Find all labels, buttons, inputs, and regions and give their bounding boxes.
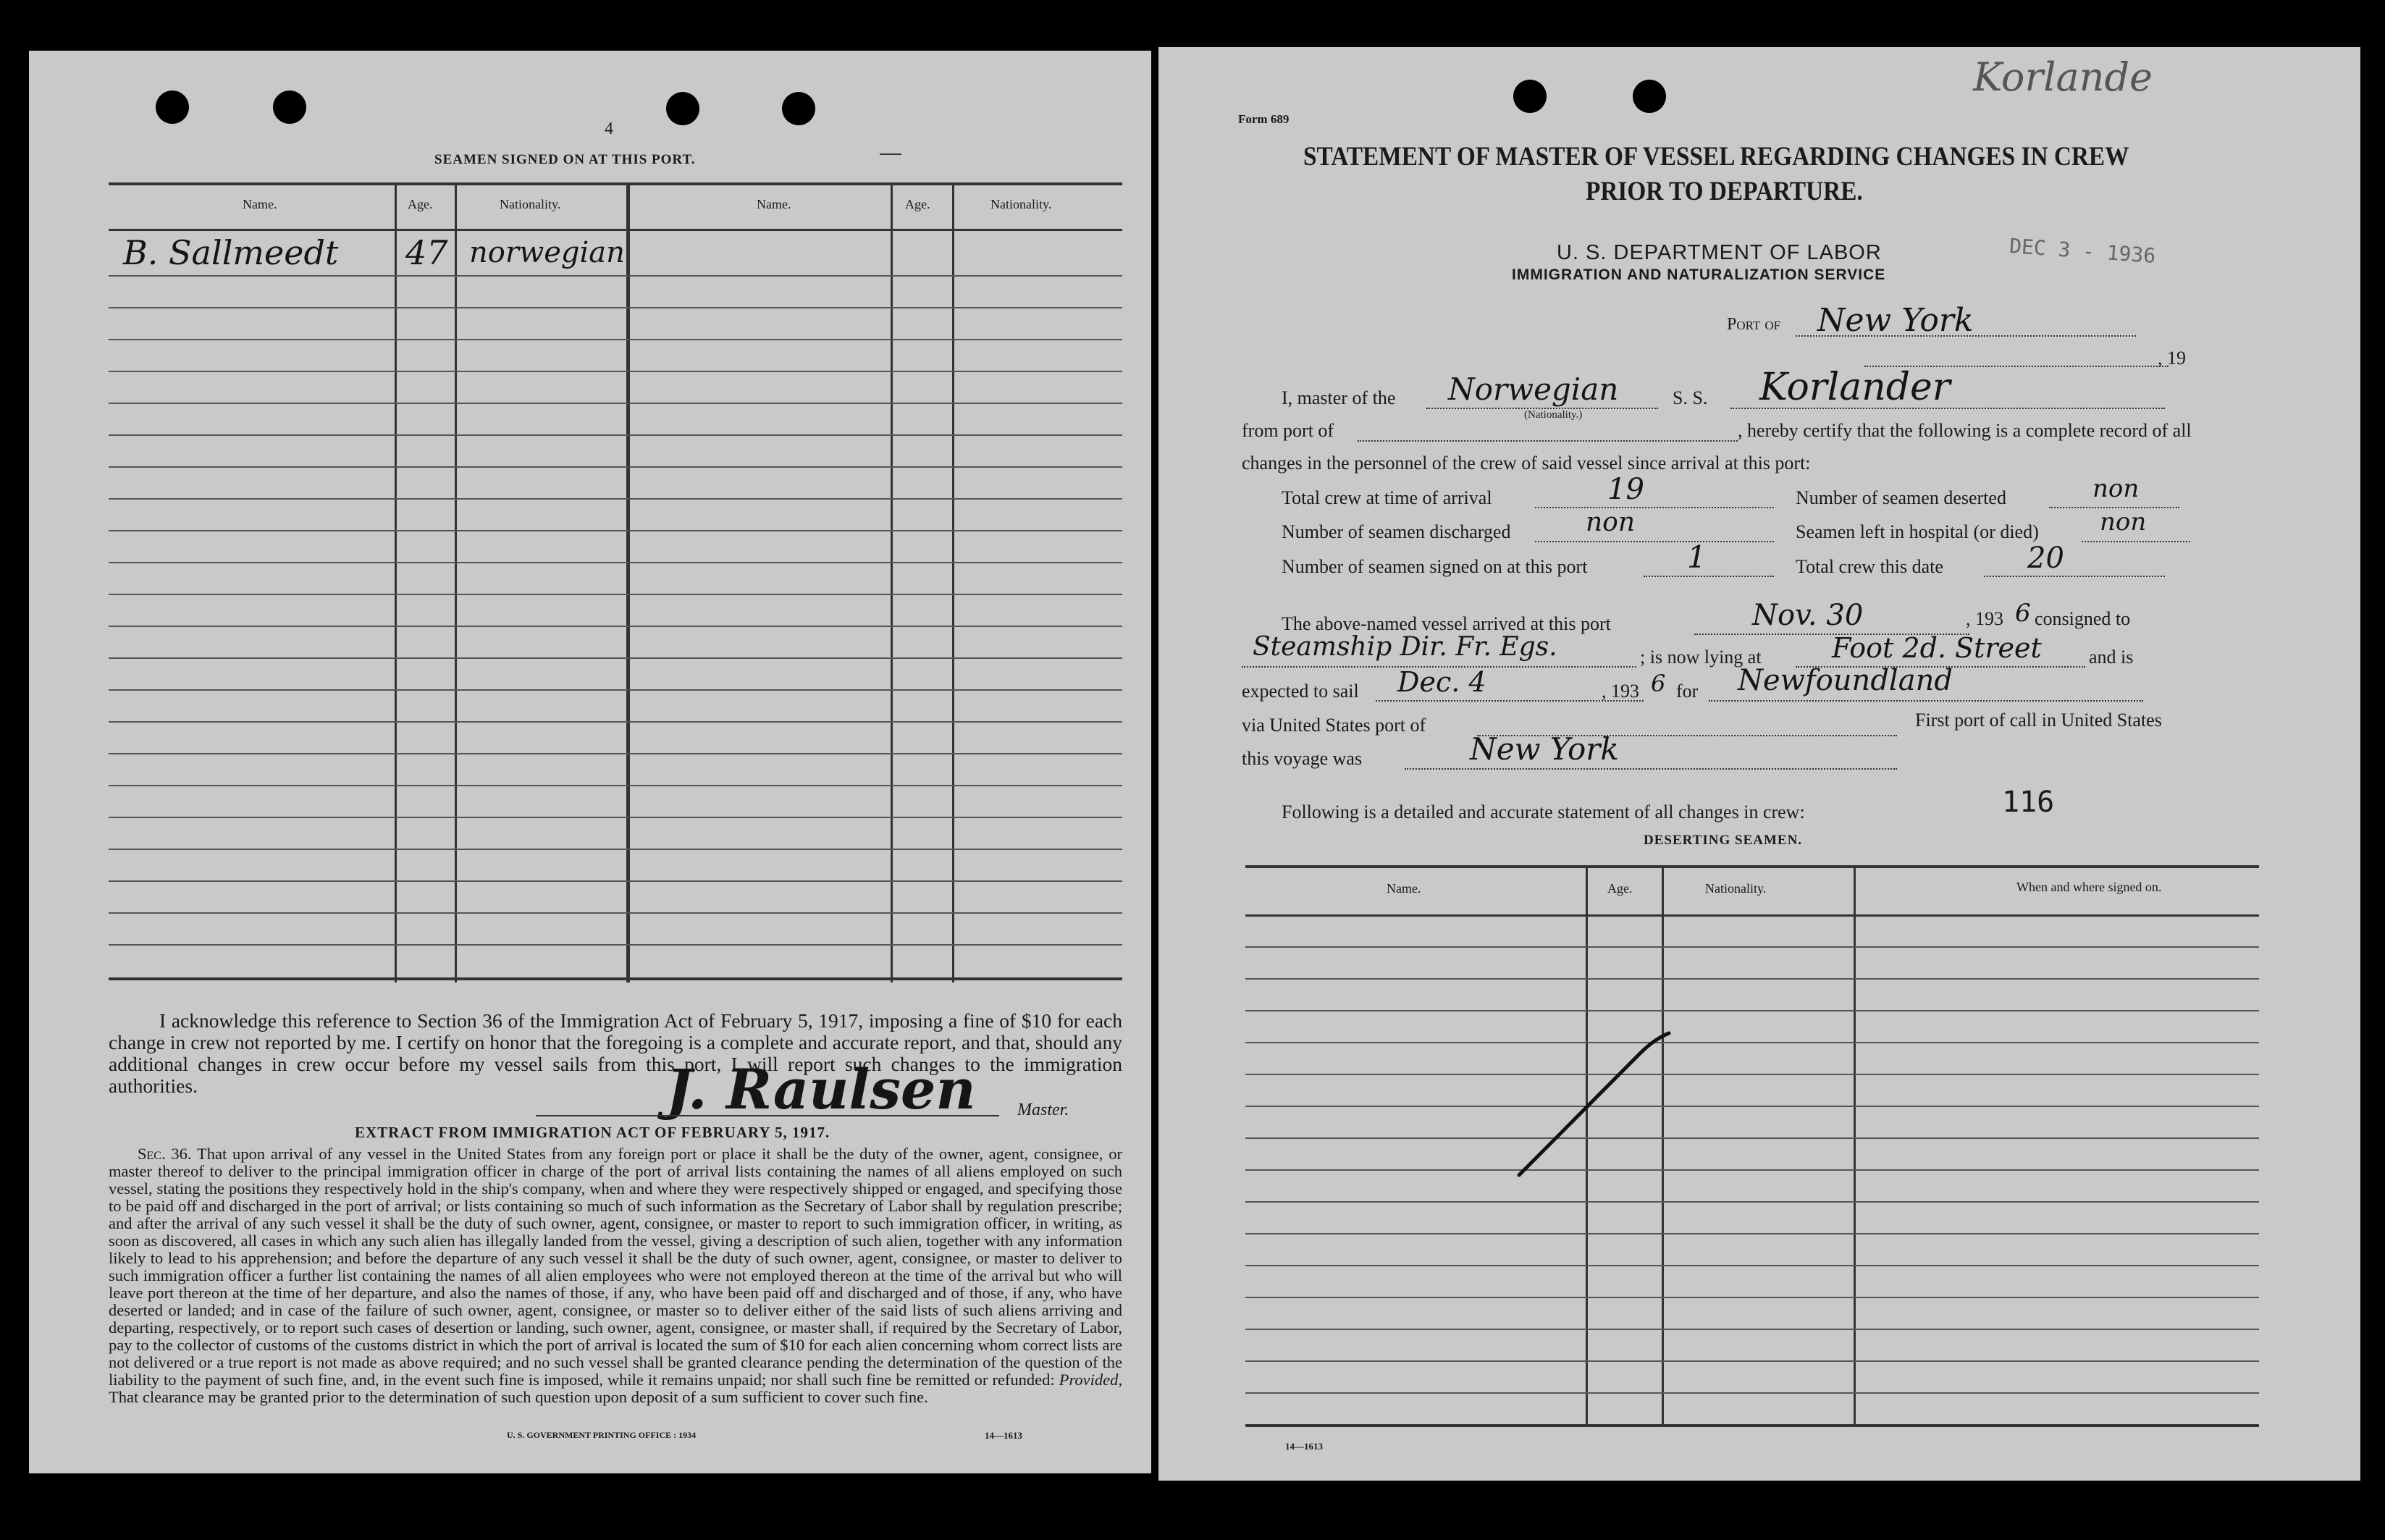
expected-label: expected to sail: [1242, 681, 1359, 702]
first-port-value: New York: [1470, 731, 1619, 767]
des-col-nationality: Nationality.: [1705, 881, 1767, 896]
arrived-year-digit: 6: [2015, 599, 2031, 628]
col-header-name-2: Name.: [757, 197, 791, 211]
form-title-line1: STATEMENT OF MASTER OF VESSEL REGARDING CHANGES IN CREW: [1303, 142, 2129, 172]
extract-proviso-lead: Provided,: [1059, 1371, 1122, 1389]
punch-hole: [1513, 80, 1547, 113]
total-arrival-label: Total crew at time of arrival: [1282, 487, 1492, 508]
sail-year-digit: 6: [1651, 670, 1666, 697]
year-suffix: , 19: [2158, 348, 2186, 369]
right-page: [1158, 47, 2360, 1481]
port-label: Port of: [1727, 315, 1781, 334]
total-date-label: Total crew this date: [1796, 556, 1943, 577]
and-is: and is: [2089, 647, 2134, 668]
stamp-number: 116: [2002, 786, 2055, 819]
discharged-label: Number of seamen discharged: [1282, 521, 1511, 542]
voyage-label: this voyage was: [1242, 748, 1363, 769]
acknowledgement-text: I acknowledge this reference to Section 36 of the Immigration Act of February 5, 1917, imposing a fine of $10 for each change in crew not reported by me. I certify on honor that the foregoing is a complete and accurate report, and that, should any additional changes in crew occur before my vessel sails from this port, I will report such changes to the immigration authorities.: [109, 1009, 1122, 1097]
des-col-name: Name.: [1387, 881, 1421, 896]
hospital-value: non: [2100, 508, 2147, 537]
punch-hole: [782, 92, 815, 125]
void-strike-mark: [1506, 1017, 1694, 1184]
date-stamp: DEC 3 - 1936: [2008, 233, 2157, 269]
master-signature: J. Raulsen: [666, 1057, 976, 1122]
left-form-code: 14—1613: [985, 1430, 1022, 1441]
printer-line: U. S. GOVERNMENT PRINTING OFFICE : 1934: [507, 1430, 697, 1440]
sail-date: Dec. 4: [1397, 666, 1486, 698]
arrived-year: , 193: [1966, 608, 2003, 629]
certify-text: , hereby certify that the following is a complete record of all: [1738, 420, 2192, 441]
ss-label: S. S.: [1673, 387, 1708, 408]
first-port-label: First port of call in United States: [1915, 710, 2162, 731]
punch-hole: [156, 91, 189, 124]
right-form-code: 14—1613: [1285, 1441, 1323, 1452]
deserting-table: [1245, 865, 2259, 1430]
punch-hole: [666, 92, 699, 125]
col-header-nationality: Nationality.: [500, 197, 561, 211]
des-col-when-where: When and where signed on.: [2016, 880, 2162, 894]
corner-note: Korlande: [1973, 54, 2153, 100]
from-port-label: from port of: [1242, 420, 1334, 441]
nationality-value: Norwegian: [1448, 371, 1619, 407]
punch-hole: [273, 91, 306, 124]
port-value: New York: [1817, 302, 1974, 339]
section-title: SEAMEN SIGNED ON AT THIS PORT.: [434, 152, 696, 167]
col-header-nationality-2: Nationality.: [990, 197, 1052, 211]
signed-on-label: Number of seamen signed on at this port: [1282, 556, 1588, 577]
arrived-date: Nov. 30: [1752, 599, 1864, 632]
department: U. S. DEPARTMENT OF LABOR: [1557, 241, 1882, 264]
following-label: Following is a detailed and accurate statement of all changes in crew:: [1282, 801, 1805, 822]
nationality-caption: (Nationality.): [1524, 409, 1583, 421]
row-age: 47: [405, 233, 448, 272]
for-label: for: [1676, 681, 1699, 702]
consignee: Steamship Dir. Fr. Egs.: [1253, 632, 1557, 662]
punch-hole: [1633, 80, 1666, 113]
des-col-age: Age.: [1607, 881, 1633, 896]
ship-name: Korlander: [1759, 366, 1951, 409]
row-nationality: norwegian: [469, 236, 625, 269]
consigned-label: consigned to: [2035, 608, 2131, 629]
via-label: via United States port of: [1242, 715, 1426, 736]
signed-on-table: [109, 182, 1122, 986]
certify-text-2: changes in the personnel of the crew of said vessel since arrival at this port:: [1242, 453, 1811, 474]
extract-proviso: That clearance may be granted prior to the determination of such question upon deposit of a sum sufficient to cover such fine.: [109, 1388, 928, 1406]
extract-lead: Sec. 36.: [138, 1145, 192, 1163]
form-title-line2: PRIOR TO DEPARTURE.: [1586, 177, 1863, 206]
extract-title: EXTRACT FROM IMMIGRATION ACT OF FEBRUARY 5, 1917.: [355, 1124, 830, 1141]
destination: Newfoundland: [1738, 664, 1953, 697]
row-name: B. Sallmeedt: [123, 233, 339, 272]
col-header-age: Age.: [408, 197, 433, 211]
sail-year: , 193: [1602, 681, 1639, 702]
lying-at: Foot 2d. Street: [1832, 632, 2042, 664]
page-number: 4: [605, 119, 613, 138]
lying-label: ; is now lying at: [1640, 647, 1762, 668]
col-header-age-2: Age.: [905, 197, 930, 211]
master-of-label: I, master of the: [1282, 387, 1396, 408]
deserting-title: DESERTING SEAMEN.: [1644, 833, 1803, 848]
signed-on-value: 1: [1687, 539, 1707, 575]
service: IMMIGRATION AND NATURALIZATION SERVICE: [1512, 266, 1886, 283]
master-label: Master.: [1017, 1101, 1069, 1119]
total-arrival-value: 19: [1607, 473, 1644, 506]
total-date-value: 20: [2027, 542, 2064, 575]
arrived-label: The above-named vessel arrived at this port: [1282, 613, 1611, 634]
col-header-name: Name.: [243, 197, 277, 211]
discharged-value: non: [1586, 508, 1636, 537]
deserted-value: non: [2092, 474, 2140, 503]
form-number: Form 689: [1238, 112, 1290, 126]
extract-text: That upon arrival of any vessel in the United States from any foreign port or place it shall be the duty of the owner, agent, consignee, or master thereof to deliver to the principal immigration officer in charge of the port of arrival lists containing the names of all aliens employed on such vessel, stating the positions they respectively hold in the ship's company, when and where they were respectively shipped or engaged, and specifying those to be paid off and discharged in the port of arrival; or lists containing so much of such information as the Secretary of Labor shall by regulation prescribe; and after the arrival of any such vessel it shall be the duty of such owner, agent, consignee, or master to report to such immigration officer, in writing, as soon as discovered, all cases in which any such alien has illegally landed from the vessel, giving a description of such alien, together with any information likely to lead to his apprehension; and before the departure of any such vessel it shall be the duty of such owner, agent, consignee, or master to deliver to such immigration officer a further list containing the names of all alien employees who were not employed thereon at the time of the arrival but who will leave port thereon at the time of her departure, and also the names of those, if any, who have been paid off and discharged and of those, if any, who have deserted or landed; and in case of the failure of such owner, agent, consignee, or master so to deliver either of the said lists of such aliens arriving and departing, respectively, or to report such cases of desertion or landing, such owner, agent, consignee, or master shall, if required by the Secretary of Labor, pay to the collector of customs of the customs district in which the port of arrival is located the sum of $10 for each alien concerning whom correct lists are not delivered or a true report is not made as above required; and no such vessel shall be granted clearance pending the determination of the question of the liability to the payment of such fine, and, in the event such fine is imposed, while it remains unpaid; nor shall such fine be remitted or refunded:: [109, 1145, 1122, 1389]
extract-body: [109, 1145, 1122, 1406]
hospital-label: Seamen left in hospital (or died): [1796, 521, 2039, 542]
deserted-label: Number of seamen deserted: [1796, 487, 2006, 508]
left-page: [29, 51, 1151, 1473]
